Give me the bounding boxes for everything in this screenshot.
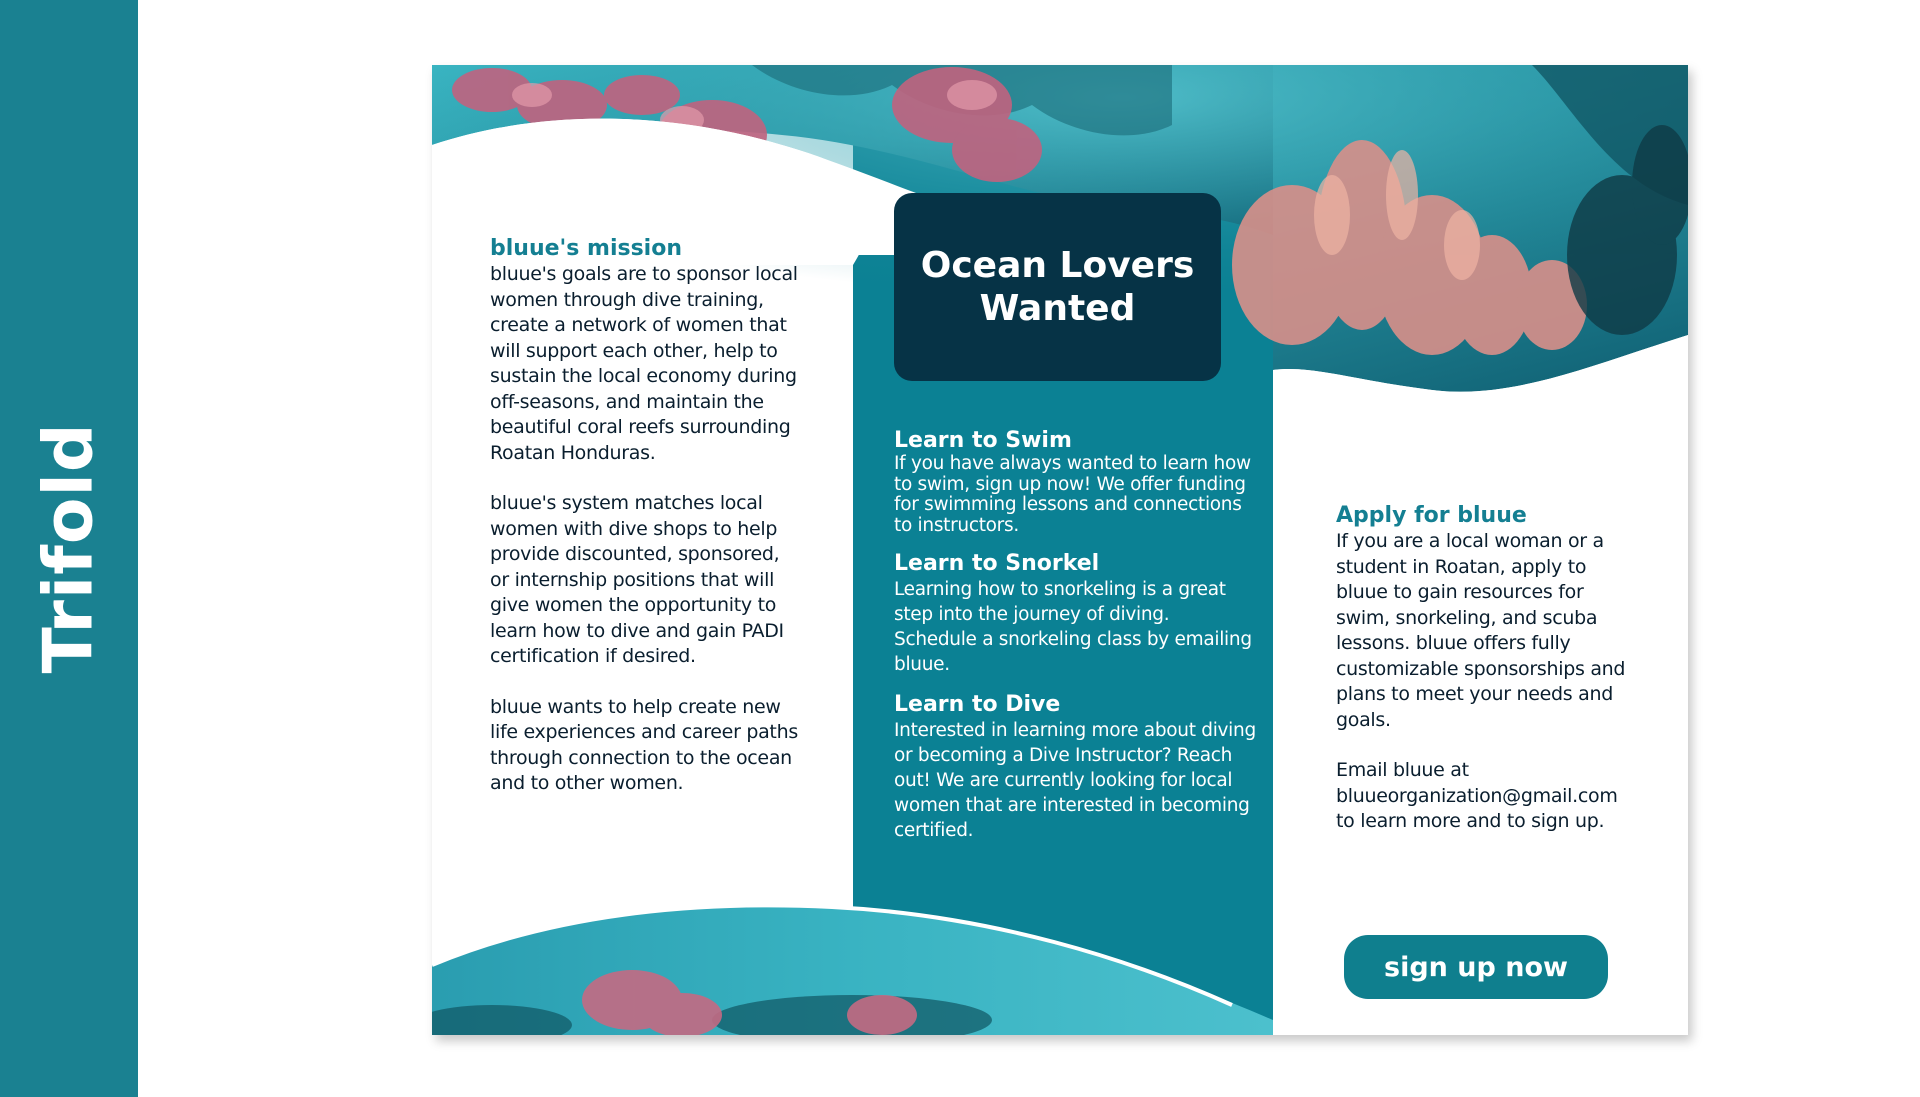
sidebar [0, 0, 138, 1097]
snorkel-heading: Learn to Snorkel [894, 551, 1100, 576]
mission-paragraph-3: bluue wants to help create new life experiences and career paths through connection to the ocean and to other women. [490, 695, 798, 794]
email-outro: to learn more and to sign up. [1336, 810, 1605, 832]
swim-heading: Learn to Swim [894, 428, 1072, 453]
left-panel [490, 235, 802, 797]
middle-panel-content [894, 427, 1256, 843]
mission-paragraph-1: bluue's goals are to sponsor local women through dive training, create a network of women that will support each other, help to sustain the local economy during off-seasons, and maintain the beautiful coral reefs surrounding Roatan Honduras. [490, 263, 798, 464]
snorkel-text: Learning how to snorkeling is a great step into the journey of diving. Schedule a snorkeling class by emailing bluue. [894, 579, 1252, 675]
email-intro: Email bluue at [1336, 759, 1469, 781]
swim-text: If you have always wanted to learn how to swim, sign up now! We offer funding for swimming lessons and connections to instructors. [894, 453, 1251, 536]
apply-heading: Apply for bluue [1336, 503, 1527, 528]
mission-heading: bluue's mission [490, 236, 682, 261]
apply-paragraph: If you are a local woman or a student in Roatan, apply to bluue to gain resources for swim, snorkeling, and scuba lessons. bluue offers fully customizable sponsorships and plans to meet your needs and goals. [1336, 530, 1626, 731]
sign-up-button[interactable]: sign up now [1344, 935, 1608, 999]
mission-paragraph-2: bluue's system matches local women with dive shops to help provide discounted, sponsored, or internship positions that will give women the opportunity to learn how to dive and gain PADI certification if desired. [490, 492, 784, 667]
email-address[interactable]: bluueorganization@gmail.com [1336, 784, 1618, 807]
brochure-title: Ocean Lovers Wanted [920, 245, 1195, 329]
dive-heading: Learn to Dive [894, 692, 1061, 717]
trifold-brochure [432, 65, 1688, 1035]
title-box [894, 193, 1221, 381]
right-panel [1336, 502, 1636, 835]
dive-text: Interested in learning more about diving or becoming a Dive Instructor? Reach out! We are currently looking for local women that are interested in becoming certified. [894, 720, 1256, 841]
sidebar-label: Trifold [29, 422, 109, 674]
